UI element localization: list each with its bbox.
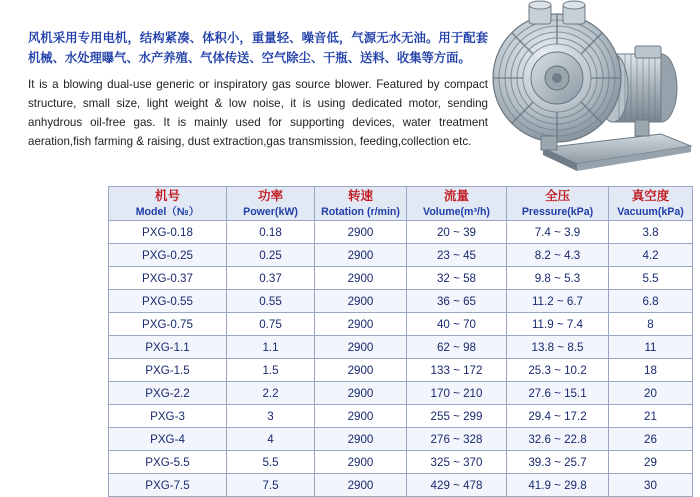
cell-power: 0.18 bbox=[227, 221, 315, 244]
column-header-power bbox=[227, 187, 315, 221]
cell-volume: 325 ~ 370 bbox=[407, 451, 507, 474]
cell-model: PXG-2.2 bbox=[109, 382, 227, 405]
cell-volume: 36 ~ 65 bbox=[407, 290, 507, 313]
column-header-model-cn: 机号 bbox=[154, 188, 180, 203]
cell-pressure: 9.8 ~ 5.3 bbox=[507, 267, 609, 290]
table-row bbox=[109, 244, 693, 267]
spec-table-body bbox=[109, 221, 693, 497]
column-header-vacuum-cn: 真空度 bbox=[631, 188, 670, 203]
cell-power: 3 bbox=[227, 405, 315, 428]
cell-vacuum: 3.8 bbox=[609, 221, 693, 244]
cell-pressure: 8.2 ~ 4.3 bbox=[507, 244, 609, 267]
column-header-rotation-en: Rotation (r/min) bbox=[321, 206, 400, 218]
column-header-rotation bbox=[315, 187, 407, 221]
column-header-power-cn: 功率 bbox=[257, 188, 283, 203]
cell-model: PXG-4 bbox=[109, 428, 227, 451]
description-block bbox=[28, 28, 488, 151]
cell-model: PXG-0.55 bbox=[109, 290, 227, 313]
cell-pressure: 11.9 ~ 7.4 bbox=[507, 313, 609, 336]
cell-rotation: 2900 bbox=[315, 244, 407, 267]
cell-volume: 429 ~ 478 bbox=[407, 474, 507, 497]
cell-vacuum: 26 bbox=[609, 428, 693, 451]
column-header-power-en: Power(kW) bbox=[243, 206, 298, 218]
column-header-model-en: Model（№） bbox=[135, 206, 200, 218]
table-row bbox=[109, 405, 693, 428]
cell-model: PXG-0.37 bbox=[109, 267, 227, 290]
cell-rotation: 2900 bbox=[315, 336, 407, 359]
cell-power: 0.37 bbox=[227, 267, 315, 290]
column-header-volume bbox=[407, 187, 507, 221]
spec-table bbox=[108, 186, 693, 497]
table-row bbox=[109, 428, 693, 451]
cell-pressure: 11.2 ~ 6.7 bbox=[507, 290, 609, 313]
column-header-model bbox=[109, 187, 227, 221]
cell-pressure: 32.6 ~ 22.8 bbox=[507, 428, 609, 451]
table-row bbox=[109, 267, 693, 290]
cell-rotation: 2900 bbox=[315, 290, 407, 313]
cell-power: 7.5 bbox=[227, 474, 315, 497]
cell-vacuum: 18 bbox=[609, 359, 693, 382]
cell-volume: 32 ~ 58 bbox=[407, 267, 507, 290]
column-header-pressure bbox=[507, 187, 609, 221]
blower-housing bbox=[493, 14, 621, 142]
cell-volume: 62 ~ 98 bbox=[407, 336, 507, 359]
table-header-row bbox=[109, 187, 693, 221]
table-row bbox=[109, 290, 693, 313]
column-header-pressure-cn: 全压 bbox=[544, 188, 570, 203]
cell-pressure: 7.4 ~ 3.9 bbox=[507, 221, 609, 244]
cell-model: PXG-0.25 bbox=[109, 244, 227, 267]
cell-volume: 133 ~ 172 bbox=[407, 359, 507, 382]
cell-volume: 276 ~ 328 bbox=[407, 428, 507, 451]
cell-power: 1.5 bbox=[227, 359, 315, 382]
cell-model: PXG-0.18 bbox=[109, 221, 227, 244]
cell-rotation: 2900 bbox=[315, 313, 407, 336]
cell-vacuum: 11 bbox=[609, 336, 693, 359]
cell-model: PXG-3 bbox=[109, 405, 227, 428]
cell-power: 5.5 bbox=[227, 451, 315, 474]
cell-pressure: 27.6 ~ 15.1 bbox=[507, 382, 609, 405]
cell-volume: 255 ~ 299 bbox=[407, 405, 507, 428]
cell-volume: 20 ~ 39 bbox=[407, 221, 507, 244]
table-row bbox=[109, 474, 693, 497]
column-header-pressure-en: Pressure(kPa) bbox=[521, 206, 594, 218]
column-header-rotation-cn: 转速 bbox=[347, 188, 373, 203]
blower-product-image bbox=[485, 0, 700, 180]
cell-rotation: 2900 bbox=[315, 221, 407, 244]
column-header-volume-en: Volume(m³/h) bbox=[423, 206, 490, 218]
column-header-vacuum bbox=[609, 187, 693, 221]
cell-vacuum: 5.5 bbox=[609, 267, 693, 290]
column-header-vacuum-en: Vacuum(kPa) bbox=[617, 206, 684, 218]
cell-vacuum: 6.8 bbox=[609, 290, 693, 313]
cell-model: PXG-7.5 bbox=[109, 474, 227, 497]
cell-vacuum: 20 bbox=[609, 382, 693, 405]
cell-rotation: 2900 bbox=[315, 451, 407, 474]
table-row bbox=[109, 382, 693, 405]
cell-vacuum: 29 bbox=[609, 451, 693, 474]
cell-rotation: 2900 bbox=[315, 474, 407, 497]
table-row bbox=[109, 313, 693, 336]
description-english: It is a blowing dual-use generic or inspiratory gas source blower. Featured by compact structure, small size, light weight & low noise, it is using dedicated motor, sending anhydrous oil-free gas. It is mainly used for supporting devices, water treatment aeration,fish farming & raising, dust extraction,gas transmission, feeding,collection etc. bbox=[28, 78, 488, 148]
cell-power: 2.2 bbox=[227, 382, 315, 405]
table-row bbox=[109, 451, 693, 474]
cell-rotation: 2900 bbox=[315, 267, 407, 290]
table-row bbox=[109, 336, 693, 359]
cell-model: PXG-0.75 bbox=[109, 313, 227, 336]
column-header-volume-cn: 流量 bbox=[443, 188, 469, 203]
cell-vacuum: 21 bbox=[609, 405, 693, 428]
table-row bbox=[109, 221, 693, 244]
cell-rotation: 2900 bbox=[315, 428, 407, 451]
cell-vacuum: 4.2 bbox=[609, 244, 693, 267]
spec-table-wrap bbox=[108, 186, 692, 497]
cell-power: 0.55 bbox=[227, 290, 315, 313]
cell-volume: 23 ~ 45 bbox=[407, 244, 507, 267]
cell-volume: 40 ~ 70 bbox=[407, 313, 507, 336]
cell-pressure: 41.9 ~ 29.8 bbox=[507, 474, 609, 497]
spec-table-head bbox=[109, 187, 693, 221]
cell-rotation: 2900 bbox=[315, 382, 407, 405]
cell-power: 0.25 bbox=[227, 244, 315, 267]
cell-vacuum: 30 bbox=[609, 474, 693, 497]
cell-volume: 170 ~ 210 bbox=[407, 382, 507, 405]
cell-pressure: 13.8 ~ 8.5 bbox=[507, 336, 609, 359]
cell-power: 1.1 bbox=[227, 336, 315, 359]
cell-vacuum: 8 bbox=[609, 313, 693, 336]
description-chinese: 风机采用专用电机，结构紧凑、体积小，重量轻、噪音低，气源无水无油。用于配套机械、水处理曝气、水产养殖、气体传送、空气除尘、干瓶、送料、收集等方面。 bbox=[28, 31, 488, 65]
cell-pressure: 29.4 ~ 17.2 bbox=[507, 405, 609, 428]
cell-power: 4 bbox=[227, 428, 315, 451]
cell-model: PXG-1.1 bbox=[109, 336, 227, 359]
cell-model: PXG-5.5 bbox=[109, 451, 227, 474]
cell-rotation: 2900 bbox=[315, 359, 407, 382]
cell-pressure: 39.3 ~ 25.7 bbox=[507, 451, 609, 474]
cell-pressure: 25.3 ~ 10.2 bbox=[507, 359, 609, 382]
cell-power: 0.75 bbox=[227, 313, 315, 336]
cell-rotation: 2900 bbox=[315, 405, 407, 428]
cell-model: PXG-1.5 bbox=[109, 359, 227, 382]
table-row bbox=[109, 359, 693, 382]
